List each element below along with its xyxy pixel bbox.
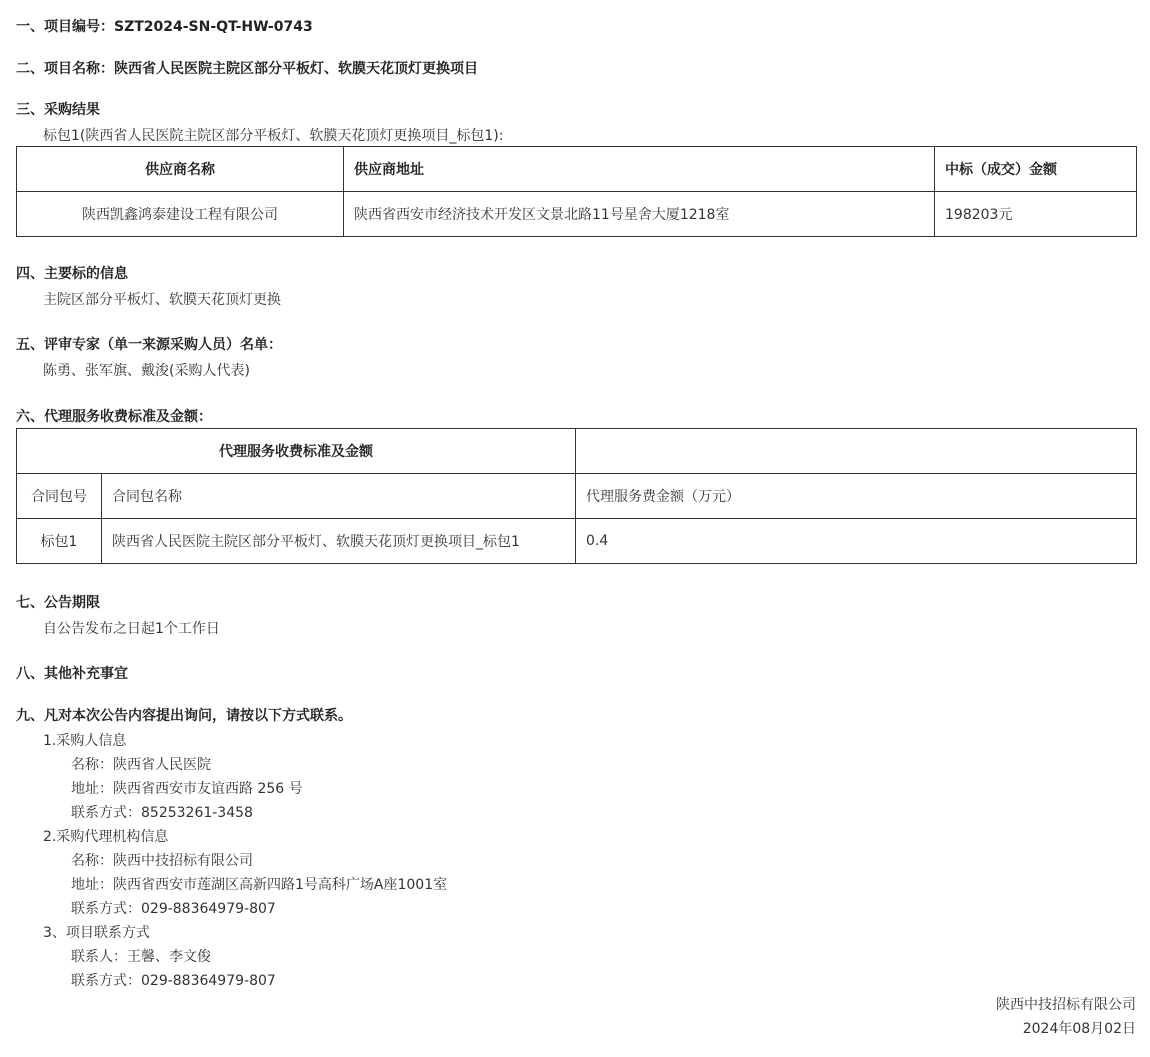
- table-row: [17, 519, 1137, 564]
- purchaser-contact: 联系方式：85253261-3458: [71, 805, 253, 821]
- project-number-heading: [16, 16, 313, 36]
- empty-cell: [576, 429, 1137, 474]
- package-no: 标包1: [17, 519, 102, 564]
- main-subject-text: 主院区部分平板灯、软膜天花顶灯更换: [43, 292, 281, 308]
- project-contact-person: 联系人：王馨、李文俊: [71, 949, 211, 965]
- notice-period-text: 自公告发布之日起1个工作日: [43, 621, 220, 637]
- header-bid-amount: 中标（成交）金额: [935, 147, 1137, 192]
- supplier-name: 陕西凯鑫鸿泰建设工程有限公司: [17, 192, 344, 237]
- procurement-result-heading: 三、采购结果: [16, 102, 100, 118]
- agency-contact: 联系方式：029-88364979-807: [71, 901, 276, 917]
- agency-name: 名称：陕西中技招标有限公司: [71, 853, 253, 869]
- supplier-address: 陕西省西安市经济技术开发区文景北路11号星舍大厦1218室: [344, 192, 935, 237]
- contact-heading: 九、凡对本次公告内容提出询问，请按以下方式联系。: [16, 708, 352, 724]
- project-number-label: 一、项目编号：: [16, 19, 114, 35]
- project-contact-title: 3、项目联系方式: [43, 925, 150, 941]
- notice-period-heading: 七、公告期限: [16, 595, 100, 611]
- agency-fee-table: [16, 428, 1137, 564]
- purchaser-info-title: 1.采购人信息: [43, 733, 127, 749]
- table-header-row: [17, 147, 1137, 192]
- package-description: 标包1(陕西省人民医院主院区部分平板灯、软膜天花顶灯更换项目_标包1):: [43, 128, 504, 144]
- purchaser-name: 名称：陕西省人民医院: [71, 757, 211, 773]
- signature-org: 陕西中技招标有限公司: [996, 997, 1136, 1013]
- main-subject-heading: 四、主要标的信息: [16, 266, 128, 282]
- agency-fee-caption: 代理服务收费标准及金额: [17, 429, 576, 474]
- header-supplier-name: 供应商名称: [17, 147, 344, 192]
- agency-address: 地址：陕西省西安市莲湖区高新四路1号高科广场A座1001室: [71, 877, 448, 893]
- project-name-heading: [16, 58, 478, 78]
- project-number-value: SZT2024-SN-QT-HW-0743: [114, 19, 313, 35]
- table-caption-row: [17, 429, 1137, 474]
- fee-amount: 0.4: [576, 519, 1137, 564]
- bid-amount: 198203元: [935, 192, 1137, 237]
- project-contact-phone: 联系方式：029-88364979-807: [71, 973, 276, 989]
- other-matters-heading: 八、其他补充事宜: [16, 666, 128, 682]
- experts-heading: 五、评审专家（单一来源采购人员）名单：: [16, 337, 282, 353]
- experts-text: 陈勇、张军旗、戴浚(采购人代表): [43, 363, 250, 379]
- agency-info-title: 2.采购代理机构信息: [43, 829, 169, 845]
- header-supplier-address: 供应商地址: [344, 147, 935, 192]
- project-name-label: 二、项目名称：: [16, 61, 114, 77]
- header-package-name: 合同包名称: [102, 474, 576, 519]
- result-table: [16, 146, 1137, 237]
- header-package-no: 合同包号: [17, 474, 102, 519]
- project-name-value: 陕西省人民医院主院区部分平板灯、软膜天花顶灯更换项目: [114, 61, 478, 77]
- table-header-row: [17, 474, 1137, 519]
- package-name: 陕西省人民医院主院区部分平板灯、软膜天花顶灯更换项目_标包1: [102, 519, 576, 564]
- purchaser-address: 地址：陕西省西安市友谊西路 256 号: [71, 781, 303, 797]
- header-fee-amount: 代理服务费金额（万元）: [576, 474, 1137, 519]
- agency-fee-heading: 六、代理服务收费标准及金额：: [16, 409, 212, 425]
- table-row: [17, 192, 1137, 237]
- signature-date: 2024年08月02日: [1022, 1021, 1136, 1037]
